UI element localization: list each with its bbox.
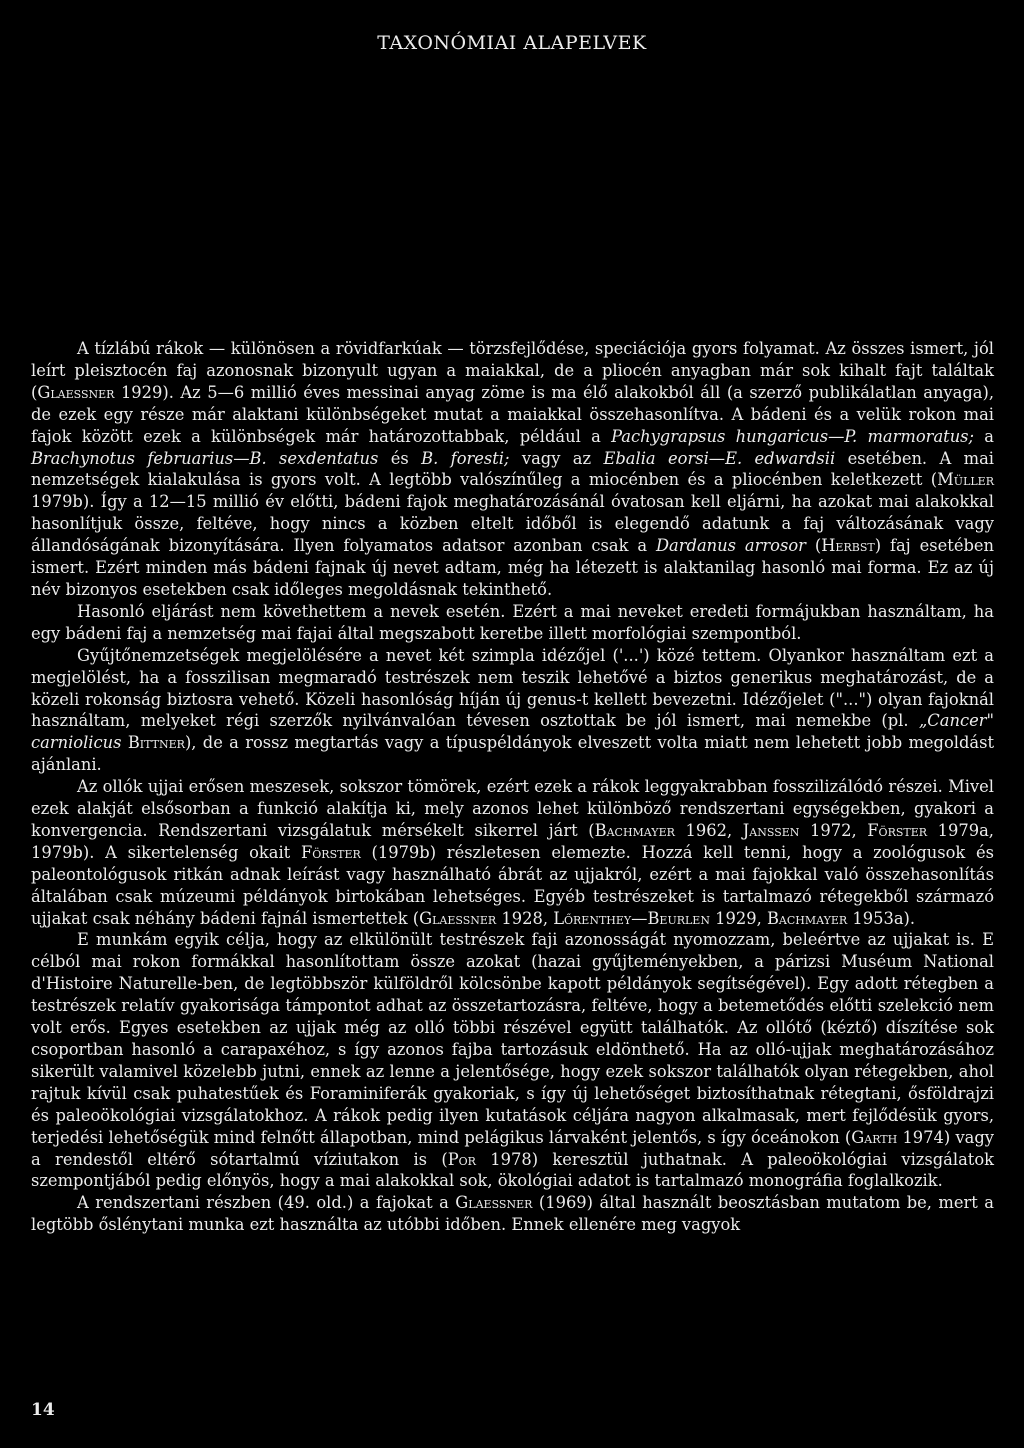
author-name: Janssen [742, 820, 800, 840]
text-span: ), de a rossz megtartás vagy a típuspéldányok elveszett volta miatt nem lehetett jobb megoldást ajánlani. [31, 733, 994, 775]
species-name: B. foresti; [421, 448, 510, 468]
text-span: A tízlábú rákok — különösen a rövidfarkúak — törzsfejlődése, speciációja gyors folyamat. Az összes ismert, jól leírt pleisztocén faj azonosnak bizonyult ugyan a maiakkal, de a pliocén anyagban már sok kihalt fajt találtak ( [31, 339, 994, 402]
text-span: Az ollók ujjai erősen meszesek, sokszor tömörek, ezért ezek a rákok leggyakrabban fosszilizálódó részei. Mivel ezek alakját elsősorban a funkció alakítja ki, mely azonos lehet különböző rendszertani egységekben, gyakori a konvergencia. Rendszertani vizsgálatuk mérsékelt sikerrel járt ( [31, 777, 994, 840]
text-span: Gyűjtőnemzetségek megjelölésére a nevet két szimpla idézőjel ('...') közé tettem. Olyankor használtam ezt a megjelölést, ha a fosszilisan megmaradó testrészek nem teszik lehetővé a biztos generikus meghatározást, de a közeli rokonság biztosra vehető. Közeli hasonlóság híján új genus-t kellett bevezetni. Idézőjelet ("...") olyan fajoknál használtam, melyeket régi szerzők nyilvánvalóan tévesen osztottak be jól ismert, mai nemekbe (pl. [31, 645, 994, 731]
text-span: 1928, [496, 908, 554, 928]
paragraph-1 [31, 338, 994, 601]
text-span: 1979a, 1979b). A sikertelenség okait [31, 820, 994, 862]
page-number: 14 [31, 1400, 55, 1420]
paragraph-6 [31, 1192, 994, 1236]
author-name: Lőrenthey—Beurlen [553, 908, 710, 928]
text-span: 1972, [799, 820, 868, 840]
text-span: 1979b). Így a 12—15 millió év előtti, bádeni fajok meghatározásánál óvatosan kell eljárni, ha azokat mai alakokkal hasonlítjuk össze, feltéve, hogy nincs a közben eltelt időből is elegendő adatunk a faj változásának vagy állandóságának bizonyítására. Ilyen folyamatos adatsor azonban csak a [31, 492, 994, 556]
author-name: Förster [867, 820, 928, 840]
paragraph-2: Hasonló eljárást nem követhettem a nevek esetén. Ezért a mai neveket eredeti formájukban használtam, ha egy bádeni faj a nemzetség mai fajai által megszabott keretbe illett morfológiai szempontból. [31, 601, 994, 643]
text-span: és [378, 448, 422, 468]
author-name: Müller [937, 470, 994, 490]
author-name: Bachmayer [594, 820, 675, 840]
text-span: A rendszertani részben (49. old.) a fajokat a [77, 1193, 456, 1213]
text-span: (1979b) részletesen elemezte. Hozzá kell tenni, hogy a zoológusok és paleontológusok ritkán adnak leírást vagy használható ábrát az ujjakról, ezért a mai fajokkal való összehasonlítás általában csak múzeumi példányok birtokában lehetséges. Egyéb testrészeket is tartalmazó rétegekből származó ujjakat csak néhány bádeni fajnál ismertettek ( [31, 842, 995, 928]
text-span: E munkám egyik célja, hogy az elkülönült testrészek faji azonosságát nyomozzam, beleértve az ujjakat is. E célból mai rokon formákkal hasonlítottam össze azokat (hazai gyűjteményekben, a párizsi Muséum National d'Histoire Naturelle-ben, de legtöbbször külföldről kölcsönbe kapott példányok segítségével). Egy adott rétegben a testrészek relatív gyakorisága támpontot adhat az összetartozásra, feltéve, hogy a betemetődés előtti szelekció nem volt erős. Egyes esetekben az ujjak még az olló többi részével együtt találhatók. Az ollótő (kéztő) díszítése sok csoportban hasonló a carapaxéhoz, s így azonos fajba tartozásuk eldönthető. Ha az olló-ujjak meghatározásához sikerült valamivel közelebb jutni, ennek az lenne a jelentősége, hogy ezek sokszor találhatók olyan rétegekben, ahol rajtuk kívül csak puhatestűek és Foraminiferák gyakoriak, s így új lehetőséget biztosíthatnak rétegtani, ősföldrajzi és paleoökológiai vizsgálatokhoz. A rákok pedig ilyen kutatások céljára nagyon alkalmasak, mert fejlődésük gyors, terjedési lehetőségük mind felnőtt állapotban, mind pelágikus lárvaként jelentős, s így óceánokon ( [31, 930, 994, 1147]
body-text [31, 338, 994, 1236]
text-span: a [974, 426, 994, 446]
text-span: 1962, [674, 820, 743, 840]
text-span: 1978) keresztül juthatnak. A paleoökológiai vizsgálatok szempontjából pedig előnyös, hogy a mai alakokkal sok, ökológiai adatot is tartalmazó monográfia foglalkozik. [31, 1149, 994, 1191]
text-span: 1974) vagy a rendestől eltérő sótartalmú víziutakon is ( [31, 1127, 994, 1169]
author-name: Glaessner [419, 908, 497, 928]
author-name: Herbst [821, 536, 875, 556]
species-name: Dardanus arrosor [656, 536, 806, 556]
species-name: Pachygrapsus hungaricus—P. marmoratus; [611, 426, 975, 446]
text-span: vagy az [509, 448, 604, 468]
text-span: esetében. A mai nemzetségek kialakulása is gyors volt. A legtöbb valószínűleg a miocénben és a pliocénben keletkezett ( [31, 448, 994, 490]
paragraph-3 [31, 645, 994, 776]
author-name: Bittner [127, 733, 185, 753]
author-name: Glaessner [455, 1193, 533, 1213]
running-header: TAXONÓMIAI ALAPELVEK [377, 32, 647, 54]
paragraph-4 [31, 776, 994, 929]
text-span: ( [805, 536, 822, 556]
text-span: 1929). Az 5—6 millió éves messinai anyag zöme is ma élő alakokból áll (a szerző publikálatlan anyaga), de ezek egy része már alaktani különbségeket mutat a maiakkal összehasonlítva. A bádeni és a velük rokon mai fajok között ezek a különbségek már határozottabbak, például a [31, 382, 994, 446]
paragraph-5 [31, 929, 994, 1192]
text-span: (1969) által használt beosztásban mutatom be, mert a legtöbb őslénytani munka ezt használta az utóbbi időben. Ennek ellenére meg vagyok [31, 1193, 994, 1235]
species-name: Ebalia eorsi—E. edwardsii [603, 448, 836, 468]
author-name: Bachmayer [766, 908, 848, 928]
author-name: Por [447, 1149, 476, 1169]
species-name: Brachynotus februarius—B. sexdentatus [31, 448, 379, 468]
author-name: Glaessner [37, 382, 115, 402]
text-span: 1953a). [847, 908, 916, 928]
text-span: 1929, [709, 908, 767, 928]
author-name: Förster [300, 842, 361, 862]
species-name: „Cancer" carniolicus [31, 711, 994, 753]
author-name: Garth [851, 1127, 898, 1147]
text-span: ) faj esetében ismert. Ezért minden más bádeni fajnak új nevet adtam, még ha létezett is alaktanilag hasonló mai forma. Ez az új név bizonyos esetekben csak időleges megoldásnak tekinthető. [31, 536, 994, 599]
